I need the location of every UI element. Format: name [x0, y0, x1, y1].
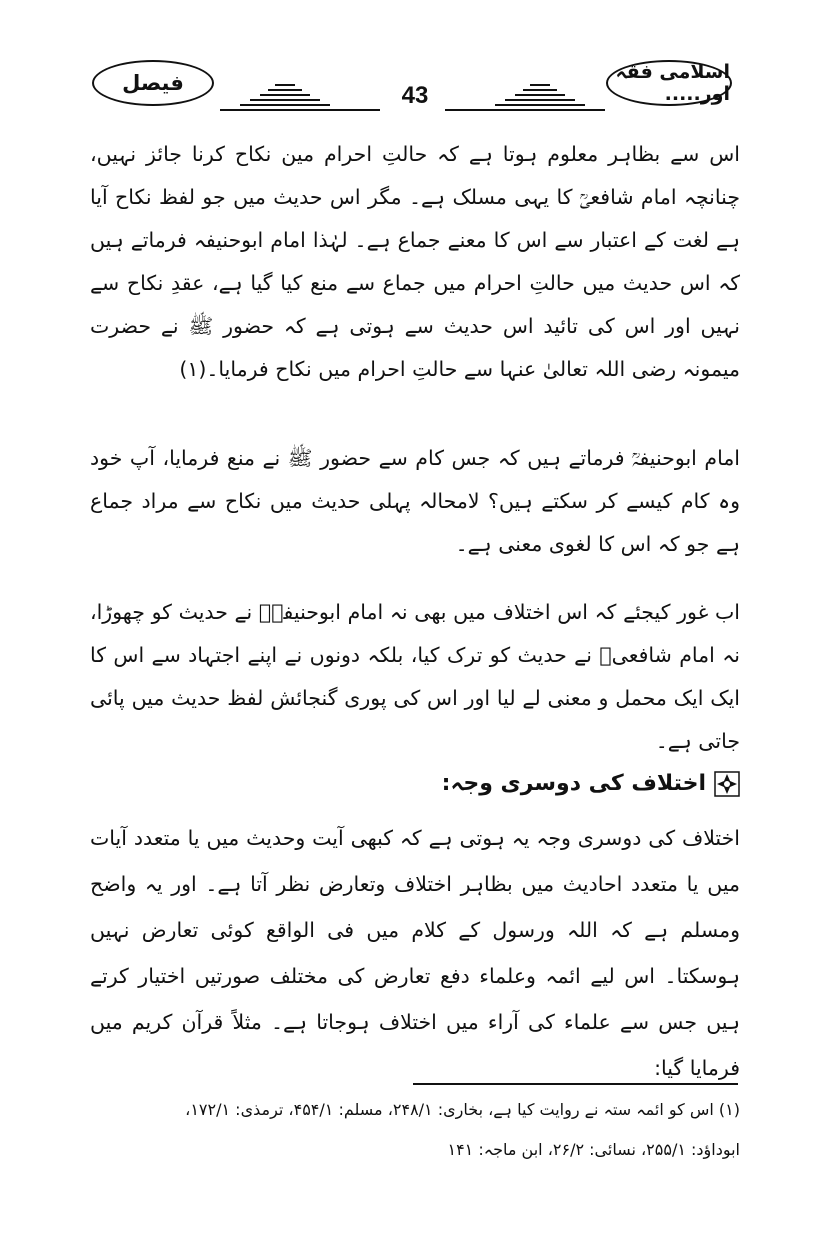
ornament-flower-icon	[714, 771, 740, 797]
section-heading-text: اختلاف کی دوسری وجہ:	[441, 771, 706, 796]
section-heading	[90, 762, 740, 806]
section-paragraph: اختلاف کی دوسری وجہ یہ ہوتی ہے کہ کبھی آیت وحدیث میں یا متعدد آیات میں یا متعدد احادیث میں بظاہر اختلاف وتعارض نظر آتا ہے۔ اور یہ واضح ومسلم ہے کہ اللہ ورسول کے کلام میں فی الواقع کوئی تعارض نہیں ہوسکتا۔ اس لیے ائمہ وعلماء دفع تعارض کی مختلف صورتیں اختیار کرتے ہیں جس سے علماء کی آراء میں اختلاف ہوجاتا ہے۔ مثلاً قرآن کریم میں فرمایا گیا:	[90, 826, 740, 1080]
paragraph-3: اب غور کیجئے کہ اس اختلاف میں بھی نہ امام ابوحنیفہؒ نے حدیث کو چھوڑا، نہ امام شافعیؒ نے حدیث کو ترک کیا، بلکہ دونوں نے اپنے اجتہاد سے اس کا ایک ایک محمل و معنی لے لیا اور اس کی پوری گنجائش لفظ حدیث میں پائی جاتی ہے۔	[90, 600, 740, 753]
page-number: 43	[401, 82, 429, 109]
header-ornament-left	[220, 74, 380, 114]
footnote	[90, 1090, 740, 1170]
footnote-line-2: ابوداؤد: ۲۵۵/۱، نسائی: ۲۶/۲، ابن ماجہ: ۱۴۱	[447, 1140, 740, 1159]
publisher-badge-text: فیصل	[122, 71, 184, 95]
book-title-badge	[606, 60, 732, 106]
book-title-text: اسلامی فقہ اور.....	[615, 61, 730, 105]
paragraph-1: اس سے بظاہر معلوم ہوتا ہے کہ حالتِ احرام مین نکاح کرنا جائز نہیں، چنانچہ امام شافعیؒ کا یہی مسلک ہے۔ مگر اس حدیث میں جو لفظ نکاح آیا ہے لغت کے اعتبار سے اس کا معنے جماع ہے۔ لہٰذا امام ابوحنیفہ فرماتے ہیں کہ اس حدیث میں حالتِ احرام میں جماع سے منع کیا گیا ہے، عقدِ نکاح سے نہیں اور اس کی تائید اس حدیث سے ہوتی ہے کہ حضور ﷺ نے حضرت میمونہ رضی اللہ تعالیٰ عنہا سے حالتِ احرام میں نکاح فرمایا۔(۱)	[90, 142, 740, 381]
publisher-badge	[92, 60, 214, 106]
footnote-divider	[413, 1083, 738, 1085]
page-header	[0, 60, 825, 118]
header-ornament-right	[445, 74, 605, 114]
footnote-line-1: (۱) اس کو ائمہ ستہ نے روایت کیا ہے، بخاری: ۲۴۸/۱، مسلم: ۴۵۴/۱، ترمذی: ۱۷۲/۱،	[185, 1100, 740, 1119]
paragraph-2: امام ابوحنیفہؒ فرماتے ہیں کہ جس کام سے حضور ﷺ نے منع فرمایا، آپ خود وہ کام کیسے کر سکتے ہیں؟ لامحالہ پہلی حدیث میں نکاح سے مراد جماع ہے جو کہ اس کا لغوی معنی ہے۔	[90, 446, 740, 556]
